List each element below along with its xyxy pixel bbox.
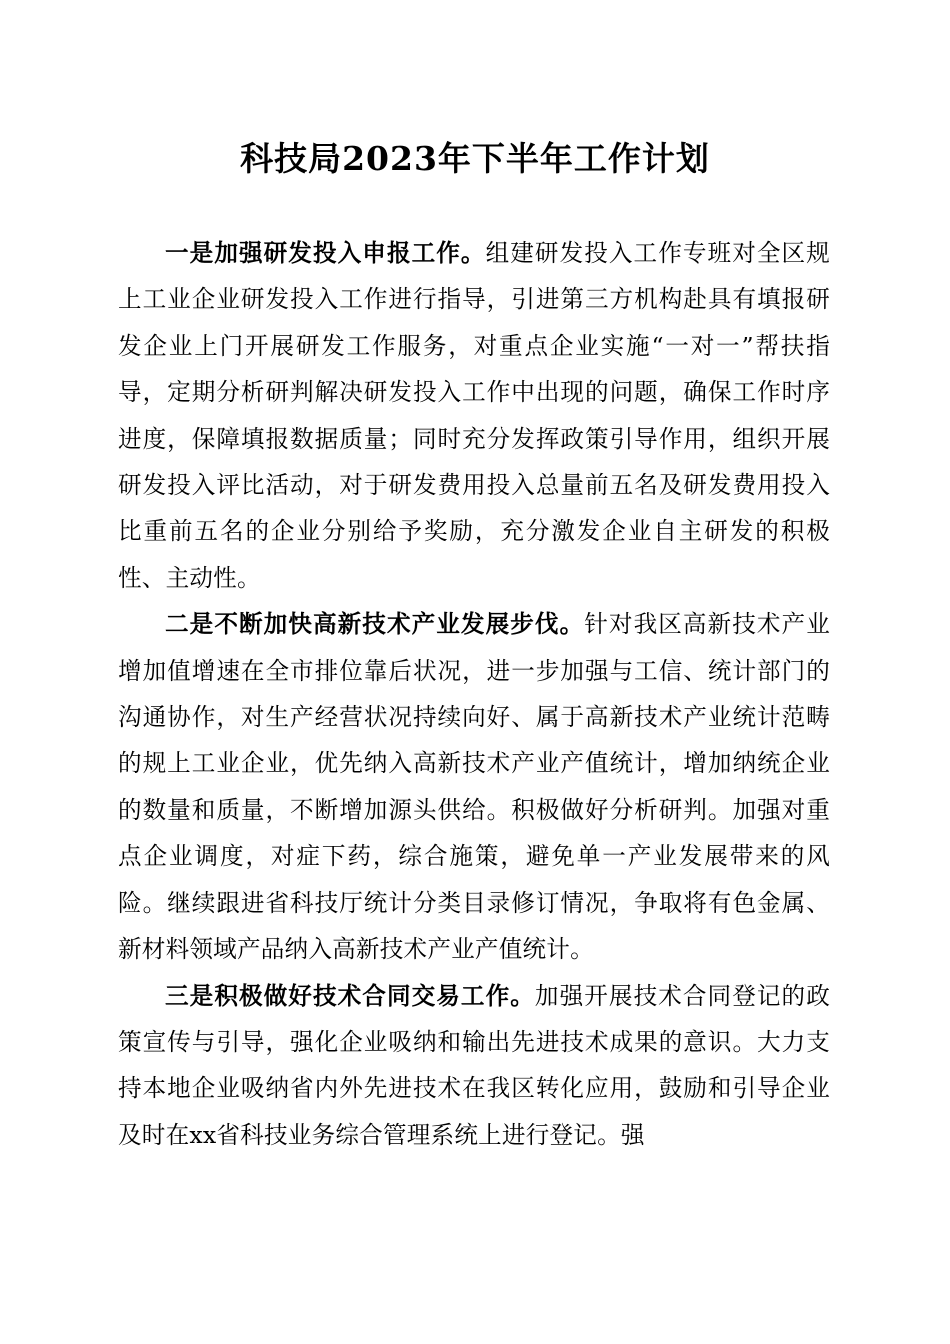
paragraph-body: 组建研发投入工作专班对全区规上工业企业研发投入工作进行指导，引进第三方机构赴具有填报研发企业上门开展研发工作服务，对重点企业实施“一对一”帮扶指导，定期分析研判解决研发投入工作中出现的问题，确保工作时序进度，保障填报数据质量；同时充分发挥政策引导作用，组织开展研发投入评比活动，对于研发费用投入总量前五名及研发费用投入比重前五名的企业分别给予奖励，充分激发企业自主研发的积极性、主动性。	[118, 239, 830, 592]
document-title: 科技局2023年下半年工作计划	[240, 139, 710, 178]
paragraph-body: 针对我区高新技术产业增加值增速在全市排位靠后状况，进一步加强与工信、统计部门的沟通协作，对生产经营状况持续向好、属于高新技术产业统计范畴的规上工业企业，优先纳入高新技术产业产值统计，增加纳统企业的数量和质量，不断增加源头供给。积极做好分析研判。加强对重点企业调度，对症下药，综合施策，避免单一产业发展带来的风险。继续跟进省科技厅统计分类目录修订情况，争取将有色金属、新材料领域产品纳入高新技术产业产值统计。	[118, 610, 830, 964]
paragraph-lead: 一是加强研发投入申报工作。	[165, 239, 486, 267]
paragraph-2	[118, 601, 830, 972]
paragraph-lead: 三是积极做好技术合同交易工作。	[165, 981, 535, 1010]
document-body	[118, 230, 830, 1158]
paragraph-lead: 二是不断加快高新技术产业发展步伐。	[165, 610, 585, 639]
paragraph-1	[118, 230, 830, 601]
paragraph-body: 加强开展技术合同登记的政策宣传与引导，强化企业吸纳和输出先进技术成果的意识。大力支持本地企业吸纳省内外先进技术在我区转化应用，鼓励和引导企业及时在xx省科技业务综合管理系统上进行登记。强	[118, 981, 830, 1149]
paragraph-3	[118, 973, 830, 1159]
